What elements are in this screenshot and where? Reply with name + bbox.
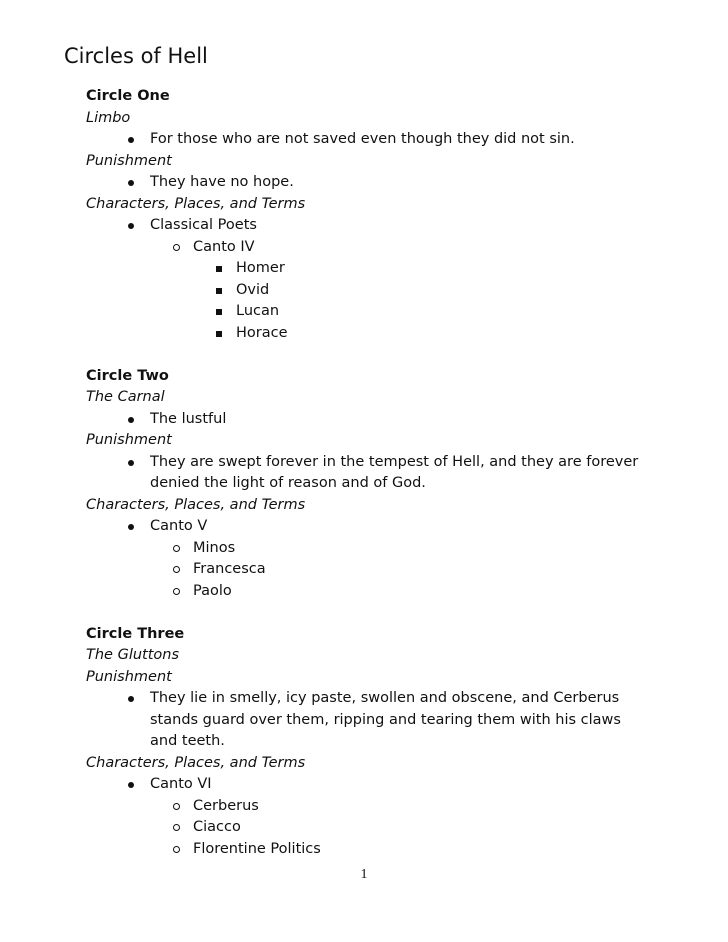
section-spacer xyxy=(0,602,728,624)
circle-subtitle: The Carnal xyxy=(86,389,165,405)
bullet-icon xyxy=(128,460,134,466)
list-item xyxy=(150,774,640,796)
bullet-icon xyxy=(128,417,134,423)
square-bullet-icon xyxy=(216,288,222,294)
characters-label: Characters, Places, and Terms xyxy=(86,195,306,212)
list-item xyxy=(236,280,728,302)
hollow-bullet-icon xyxy=(173,588,180,595)
circle-heading: Circle Two xyxy=(86,367,169,384)
punishment-text: They have no hope. xyxy=(150,174,294,190)
hollow-bullet-icon xyxy=(173,803,180,810)
bullet-icon xyxy=(128,223,134,229)
circle-three-section xyxy=(0,624,728,861)
list-item xyxy=(236,258,728,280)
character-name: Cerberus xyxy=(193,797,259,814)
characters-label: Characters, Places, and Terms xyxy=(86,754,306,771)
canto-label: Canto VI xyxy=(150,776,212,792)
list-item xyxy=(150,516,640,538)
punishment-label: Punishment xyxy=(86,432,172,448)
bullet-icon xyxy=(128,782,134,788)
punishment-label: Punishment xyxy=(86,152,172,169)
square-bullet-icon xyxy=(216,266,222,272)
list-item xyxy=(193,237,728,259)
group-label: Classical Poets xyxy=(150,217,257,233)
character-name: Homer xyxy=(236,260,285,276)
section-spacer xyxy=(0,344,728,366)
list-item xyxy=(193,559,728,581)
list-item xyxy=(193,839,728,861)
hollow-bullet-icon xyxy=(173,545,180,552)
list-item xyxy=(236,323,728,345)
circle-subtitle: Limbo xyxy=(86,109,131,126)
list-item xyxy=(193,581,728,603)
list-item xyxy=(150,129,640,151)
bullet-icon xyxy=(128,696,134,702)
square-bullet-icon xyxy=(216,331,222,337)
punishment-label: Punishment xyxy=(86,668,172,685)
list-item xyxy=(150,172,640,194)
list-item xyxy=(150,452,640,495)
circle-two-section xyxy=(0,366,728,603)
list-item xyxy=(150,688,640,753)
list-item xyxy=(193,796,728,818)
circle-one-section xyxy=(0,86,728,344)
characters-label: Characters, Places, and Terms xyxy=(86,496,306,513)
canto-label: Canto IV xyxy=(193,238,255,255)
punishment-text: They are swept forever in the tempest of Hell, and they are forever denied the light of reason and of God. xyxy=(150,453,639,491)
list-item xyxy=(150,215,640,237)
circle-heading: Circle One xyxy=(86,88,170,104)
canto-label: Canto V xyxy=(150,518,208,534)
bullet-icon xyxy=(128,180,134,186)
hollow-bullet-icon xyxy=(173,244,180,251)
character-name: Ciacco xyxy=(193,819,241,835)
list-item xyxy=(193,538,728,560)
hollow-bullet-icon xyxy=(173,824,180,831)
page-title: Circles of Hell xyxy=(64,44,208,68)
circle-subtitle: The Gluttons xyxy=(86,647,180,663)
list-item xyxy=(150,409,640,431)
list-item xyxy=(193,817,728,839)
character-name: Ovid xyxy=(236,281,270,298)
square-bullet-icon xyxy=(216,309,222,315)
punishment-text: They lie in smelly, icy paste, swollen and obscene, and Cerberus stands guard over them, ripping and tearing them with his claws and teeth. xyxy=(150,690,621,749)
bullet-icon xyxy=(128,524,134,530)
bullet-icon xyxy=(128,137,134,143)
circle-description: The lustful xyxy=(150,410,227,427)
document-body xyxy=(0,86,728,860)
hollow-bullet-icon xyxy=(173,566,180,573)
character-name: Horace xyxy=(236,324,288,341)
character-name: Lucan xyxy=(236,303,280,319)
page-number: 1 xyxy=(360,867,368,882)
hollow-bullet-icon xyxy=(173,846,180,853)
character-name: Francesca xyxy=(193,561,266,577)
character-name: Paolo xyxy=(193,582,232,599)
circle-description: For those who are not saved even though they did not sin. xyxy=(150,131,575,147)
circle-heading: Circle Three xyxy=(86,625,185,642)
character-name: Florentine Politics xyxy=(193,840,321,857)
list-item xyxy=(236,301,728,323)
character-name: Minos xyxy=(193,539,236,556)
